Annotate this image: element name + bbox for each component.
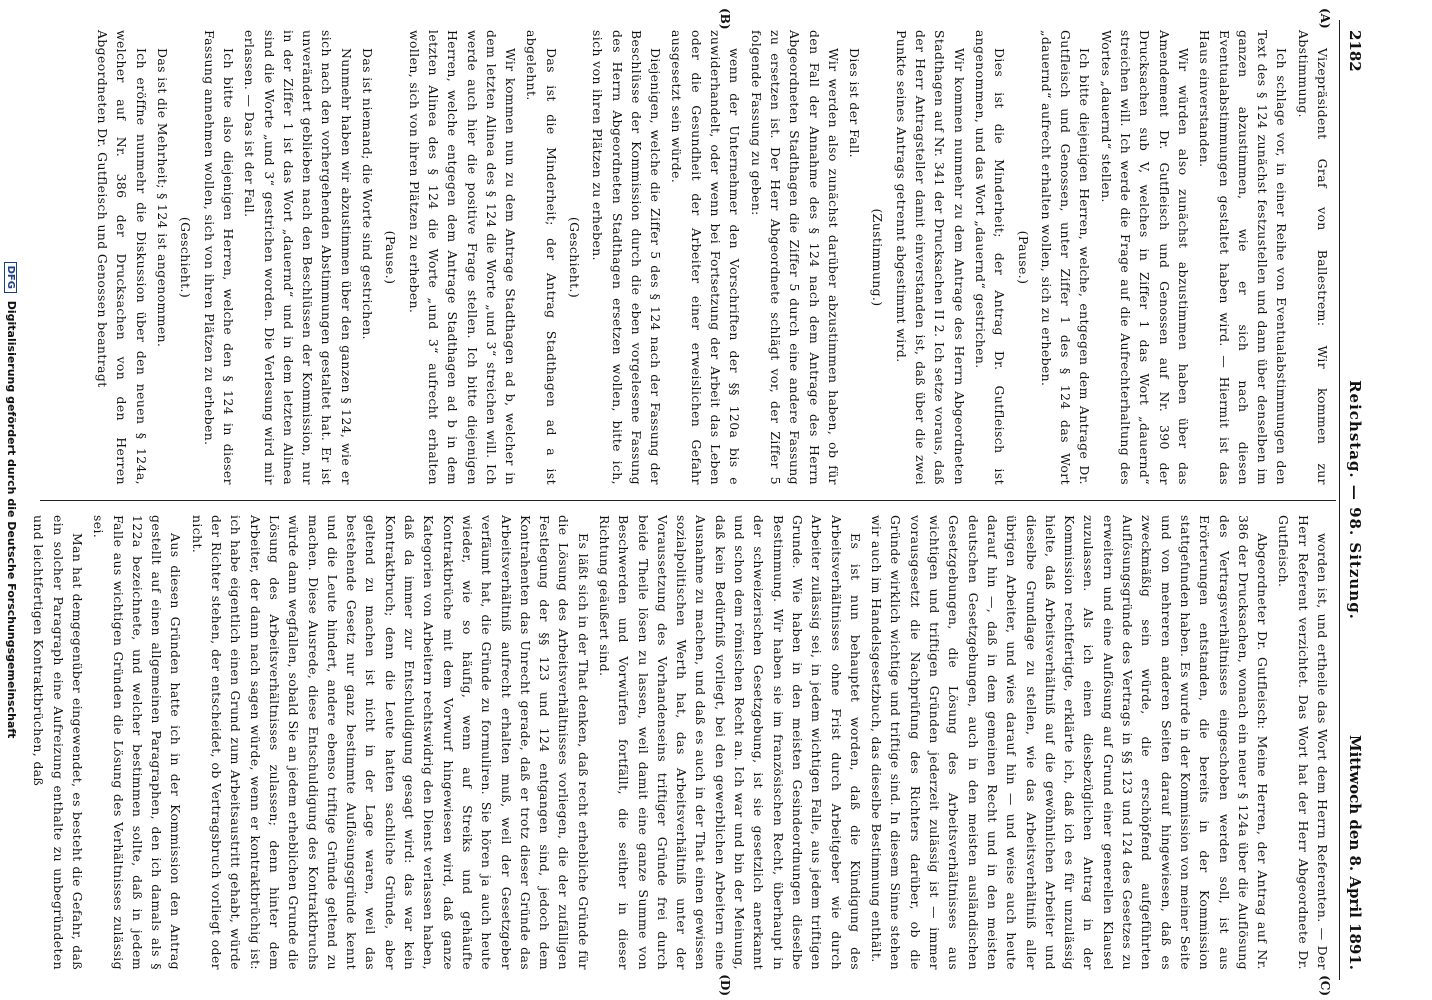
paragraph: Nunmehr haben wir abzustimmen über den ganzen § 124, wie er sich nach den vorhergehenden Abstimmungen gestaltet hat. Er ist unverändert geblieben nach den Beschlüssen der Kommission, nur in der Ziffer 1 ist das Wort „dauernd“ und in dem letzten Alinea sind die Worte „und 3“ gestrichen worden. Die Verlesung wird mir erlassen. — Das ist der Fall.: [242, 30, 354, 485]
paragraph: Dies ist die Minderheit; der Antrag Dr. Gutfleisch ist angenommen, und das Wort „dauernd“ gestrichen.: [972, 30, 1008, 485]
paragraph: (Pause.): [383, 230, 399, 285]
paragraph: Diejenigen, welche die Ziffer 5 des § 124 nach der Fassung der Beschlüsse der Kommission durch die eben vorgelesene Fassung des Herrn Abgeordneten Stadthagen ersetzen wollen, bitte ich, sich von ihren Plätzen zu erheben.: [590, 30, 664, 485]
right-column: [27, 515, 1332, 970]
paragraph: Es ist nun behauptet worden, daß die Kündigung des Arbeitsverhältnisses ohne Frist durch Arbeitgeber wie durch Arbeiter zulässig sei, in jedem wichtigen Falle, aus jedem triftigen Grunde. Wie haben in den meisten Gesindeordnungen dieselbe Bestimmung. Wir haben sie im französischen Recht, überhaupt in der schweizerischen Gesetzgebung, ist sie gesetzlich anerkannt und schon dem römischen Recht an. Ich war und bin der Meinung, daß kein Bedürfniß vorliegt, bei den gewerblichen Arbeitern eine Ausnahme zu machen, und daß es auch in der That einen gewissen sozialpolitischen Werth hat, das Arbeitsverhältniß unter der Voraussetzung des Vorhandenseins triftiger Gründe frei durch beide Theile lösen zu lassen, weil damit eine ganze Summe von Beschwerden und Vorwürfen fortfällt, die seither in dieser Richtung geäußert sind.: [597, 515, 863, 970]
margin-mark-c: (C): [1318, 975, 1332, 996]
header-rule: [1339, 20, 1340, 980]
page-header: [1342, 30, 1364, 970]
page-footer: [4, 0, 18, 1000]
paragraph: Ich bitte diejenigen Herren, welche, entgegen dem Antrage Dr. Gutfleisch und Genossen, unter Ziffer 1 des § 124 das Wort „dauernd“ aufrecht erhalten wollen, sich zu erheben.: [1038, 30, 1093, 485]
paragraph: Es läßt sich in der That denken, daß recht erhebliche Gründe für die Lösung des Arbeitsverhältnisses vorliegen, die der zufälligen Festlegung der §§ 123 und 124 entgangen sind, jedoch dem Kontrahenten das Unrecht gerade, daß er trotz dieser Gründe das Arbeitsverhältniß aufrecht erhalten muß, weil der Gesetzgeber verfäumt hat, die Gründe zu formuliren. Sie hören ja auch heute wieder, wie so häufig, wenn auf Streiks und gehäufte Kontraktbrüche mit dem Vorwurf hingewiesen wird, daß ganze Kategorien von Arbeitern rechtswidrig den Dienst verlassen haben, daß da immer zur Entschuldigung gesagt wird: das war kein Kontraktbruch; denn die Leute hatten sachliche Gründe, aber geltend zu machen ist nicht in der Lage waren, weil das bestehende Gesetz nur ganz bestimmte Auflösungsgründe kennt und die Leute hindert, andere ebenso triftige Gründe geltend zu machen. Diese Ausrede, diese Entschuldigung des Kontraktbruchs würde dann wegfallen, sobald Sie an jedem erheblichen Grunde die Lösung des Arbeitsverhältnisses zulassen; denn hinter dem Arbeiter, der dann nach sagen würde, wenn er kontraktbrüchig ist: ich habe eigentlich einen Grund zum Arbeitsaustritt gehabt, würde der Richter stehen, der entscheidet, ob Vertragsbruch vorliegt oder nicht.: [189, 515, 591, 970]
column-divider: [40, 500, 1336, 501]
paragraph: Ich eröffne nunmehr die Diskussion über den neuen § 124a, welcher auf Nr. 386 der Drucksachen von den Herren Abgeordneten Dr. Gutfleisch und Genossen beantragt: [95, 30, 149, 485]
dfg-logo: DFG: [4, 262, 17, 293]
paragraph: Das ist niemand; die Worte sind gestrichen.: [360, 48, 376, 341]
paragraph: Wir kommen nun zu dem Antrage Stadthagen ad b, welcher in dem letzten Alinea des § 124 die Worte „und 3“ streichen will. Ich werde auch hier die positive Frage stellen. Ich bitte diejenigen Herren, welche entgegen dem Antrage Stadthagen ad b in dem letzten Alinea des § 124 die Worte „und 3“ aufrecht erhalten wollen, sich von ihren Plätzen zu erheben.: [406, 30, 519, 485]
paragraph: Wir werden also zunächst darüber abzustimmen haben, ob für den Fall der Annahme des § 124 nach dem Antrage des Herrn Abgeordneten Stadthagen die Ziffer 5 durch eine andere Fassung zu ersetzen ist. Der Herr Abgeordnete schlägt vor, der Ziffer 5 folgende Fassung zu geben:: [748, 30, 841, 485]
paragraph: Abgeordneter Dr. Gutfleisch: Meine Herren, der Antrag auf Nr. 386 der Drucksachen, wonach ein neuer § 124a über die Auflösung des Vertragsverhältnisses eingeschoben werden soll, ist aus Erörterungen entstanden, die bereits in der Kommission stattgefunden haben. Es wurde in der Kommission von meiner Seite und von mehreren anderen Seiten darauf hingewiesen, daß es zweckmäßig sein würde, die erschöpfend aufgeführten Auflösungsgründe des Vertrags in §§ 123 und 124 des Gesetzes zu erweitern und eine Auflösung auf Grund einer generellen Klausel zuzulassen. Als ich einen diesbezüglichen Antrag in der Kommission rechtfertigte, erklärte ich, daß ich es für unzulässig hielte, daß Arbeitsverhältniß auf die gewöhnlichen Arbeiter und dieselbe Grundlage zu stellen, wie das Arbeitsverhältniß aller übrigen Arbeiter, und wies darauf hin — und weise auch heute darauf hin —, daß in dem gemeinen Recht und in den meisten deutschen Gesetzgebungen, auch in den meisten ausländischen Gesetzgebungen, die Lösung des Arbeitsverhältnisses aus wichtigen und triftigen Gründen jederzeit zulässig ist — immer vorausgesetzt die Nachprüfung des Richters darüber, ob die Gründe wirklich wichtige und triftige sind. In diesem Sinne stehen wir auch im Handelsgesetzbuch, das dieselbe Bestimmung enthält.: [869, 515, 1271, 970]
paragraph: Das ist die Mehrheit; § 124 ist angenommen.: [155, 48, 171, 348]
paragraph: Wir kommen nunmehr zu dem Antrage des Herrn Abgeordneten Stadthagen auf Nr. 341 der Drucksachen II 2. Ich setze voraus, daß der Herr Antragsteller damit einverstanden ist, daß über die zwei Punkte seines Antrags getrennt abgestimmt wird.: [893, 30, 967, 485]
page-number: 2182: [1346, 30, 1364, 72]
footer-text: Digitalisierung gefördert durch die Deutsche Forschungsgemeinschaft: [5, 300, 18, 739]
paragraph: (Geschieht.): [178, 216, 194, 299]
paragraph: Aus diesen Gründen hatte ich in der Kommission den Antrag gestellt auf einen allgemeinen Paragraphen, den ich damals als § 122a bezeichnete, und welcher bestimmen sollte, daß in jedem Falle aus wichtigen Gründen die Lösung des Verhältnisses zulässig sei.: [91, 515, 184, 970]
paragraph: (Zustimmung.): [870, 208, 886, 307]
paragraph: worden ist, und ertheile das Wort dem Herrn Referenten. — Der Herr Referent verzichtet. Das Wort hat der Herr Abgeordnete Dr. Gutfleisch.: [1276, 515, 1330, 970]
margin-mark-a: (A): [1318, 8, 1332, 29]
paragraph: Ich bitte also diejenigen Herren, welche den § 124 in dieser Fassung annehmen wollen, sich von ihren Plätzen zu erheben.: [201, 30, 236, 485]
paragraph: Dies ist der Fall.: [847, 48, 863, 159]
paragraph: Wir würden also zunächst abzustimmen haben über das Amendement Dr. Gutfleisch und Genossen auf Nr. 390 der Drucksachen sub V, welches in Ziffer 1 das Wort „dauernd“ streichen will. Ich werde die Frage auf die Aufrechterhaltung des Wortes „dauernd“ stellen.: [1098, 30, 1191, 485]
paragraph: (Geschieht.): [567, 216, 583, 299]
paragraph: (Pause.): [1015, 230, 1031, 285]
page-title: Reichstag. — 98. Sitzung.: [1346, 380, 1364, 620]
margin-mark-b: (B): [718, 8, 732, 30]
margin-mark-d: (D): [718, 974, 732, 996]
paragraph: Ich schlage vor, in einer Reihe von Eventualabstimmungen den Text des § 124 zunächst festzustellen und dann über denselben im ganzen abzustimmen, wie er sich nach diesen Eventualabstimmungen gestaltet haben wird. — Hiermit ist das Haus einverstanden.: [1197, 30, 1290, 485]
paragraph: wenn der Unternehmer den Vorschriften der §§ 120a bis e zuwiderhandelt, oder wenn bei Fortsetzung der Arbeit das Leben oder die Gesundheit der Arbeiter einer erweislichen Gefahr ausgesetzt sein würde.: [669, 30, 743, 485]
paragraph: Man hat demgegenüber eingewendet, es besteht die Gefahr, daß ein solcher Paragraph eine Aufreizung enthalte zu unbegründeten und leichtfertigen Kontraktbrüchen, daß: [31, 515, 85, 970]
left-column: [91, 30, 1332, 485]
paragraph: Das ist die Minderheit; der Antrag Stadthagen ad a ist abgelehnt.: [524, 30, 559, 485]
session-date: Mittwoch den 8. April 1891.: [1346, 735, 1364, 970]
paragraph: Vizepräsident Graf von Ballestrem: Wir kommen zur Abstimmung.: [1295, 30, 1330, 485]
